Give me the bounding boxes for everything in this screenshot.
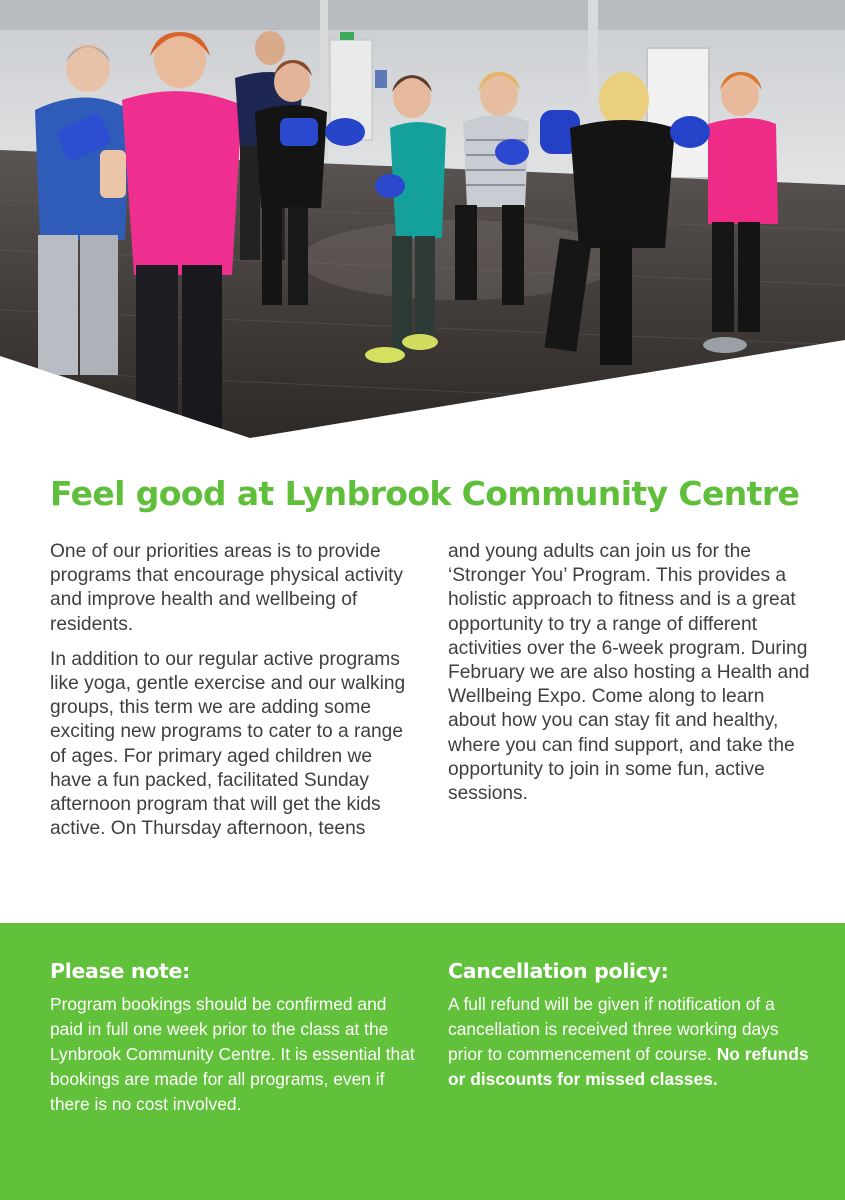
photo-boxing-class-icon [0, 0, 845, 440]
intro-paragraph: One of our priorities areas is to provide programs that encourage physical activity and improve health and wellbeing of residents. [50, 541, 404, 635]
programs-paragraph: In addition to our regular active programs like yoga, gentle exercise and our walking groups, this term we are adding some exciting new programs to cater to a range of ages. For primary aged children we have a fun packed, facilitated Sunday afternoon program that will get the kids active. On Thursday afternoon, teens [50, 648, 406, 840]
cancellation-policy-text [448, 992, 818, 1092]
body-column-left [50, 540, 415, 841]
cancellation-policy-section [448, 959, 818, 1092]
page-title: Feel good at Lynbrook Community Centre [50, 474, 800, 513]
cancellation-policy-title: Cancellation policy: [448, 959, 669, 983]
cancellation-policy-body: A full refund will be given if notification of a cancellation is received three working days prior to commencement of course. [448, 994, 779, 1064]
body-column-right [448, 540, 813, 806]
please-note-text: Program bookings should be confirmed and paid in full one week prior to the class at the Lynbrook Community Centre. It is essential that bookings are made for all programs, even if there is no cost involved. [50, 994, 415, 1114]
cancellation-policy-emphasis: No refunds or discounts for missed classes. [448, 1044, 809, 1089]
please-note-section [50, 959, 420, 1117]
programs-paragraph-continued: and young adults can join us for the ‘Stronger You’ Program. This provides a holistic approach to fitness and is a great opportunity to try a range of different activities over the 6-week program. During February we are also hosting a Health and Wellbeing Expo. Come along to learn about how you can stay fit and healthy, where you can find support, and take the opportunity to join in some fun, active sessions. [448, 541, 810, 805]
hero-photo [0, 0, 845, 440]
please-note-title: Please note: [50, 959, 191, 983]
notice-band [0, 923, 845, 1200]
